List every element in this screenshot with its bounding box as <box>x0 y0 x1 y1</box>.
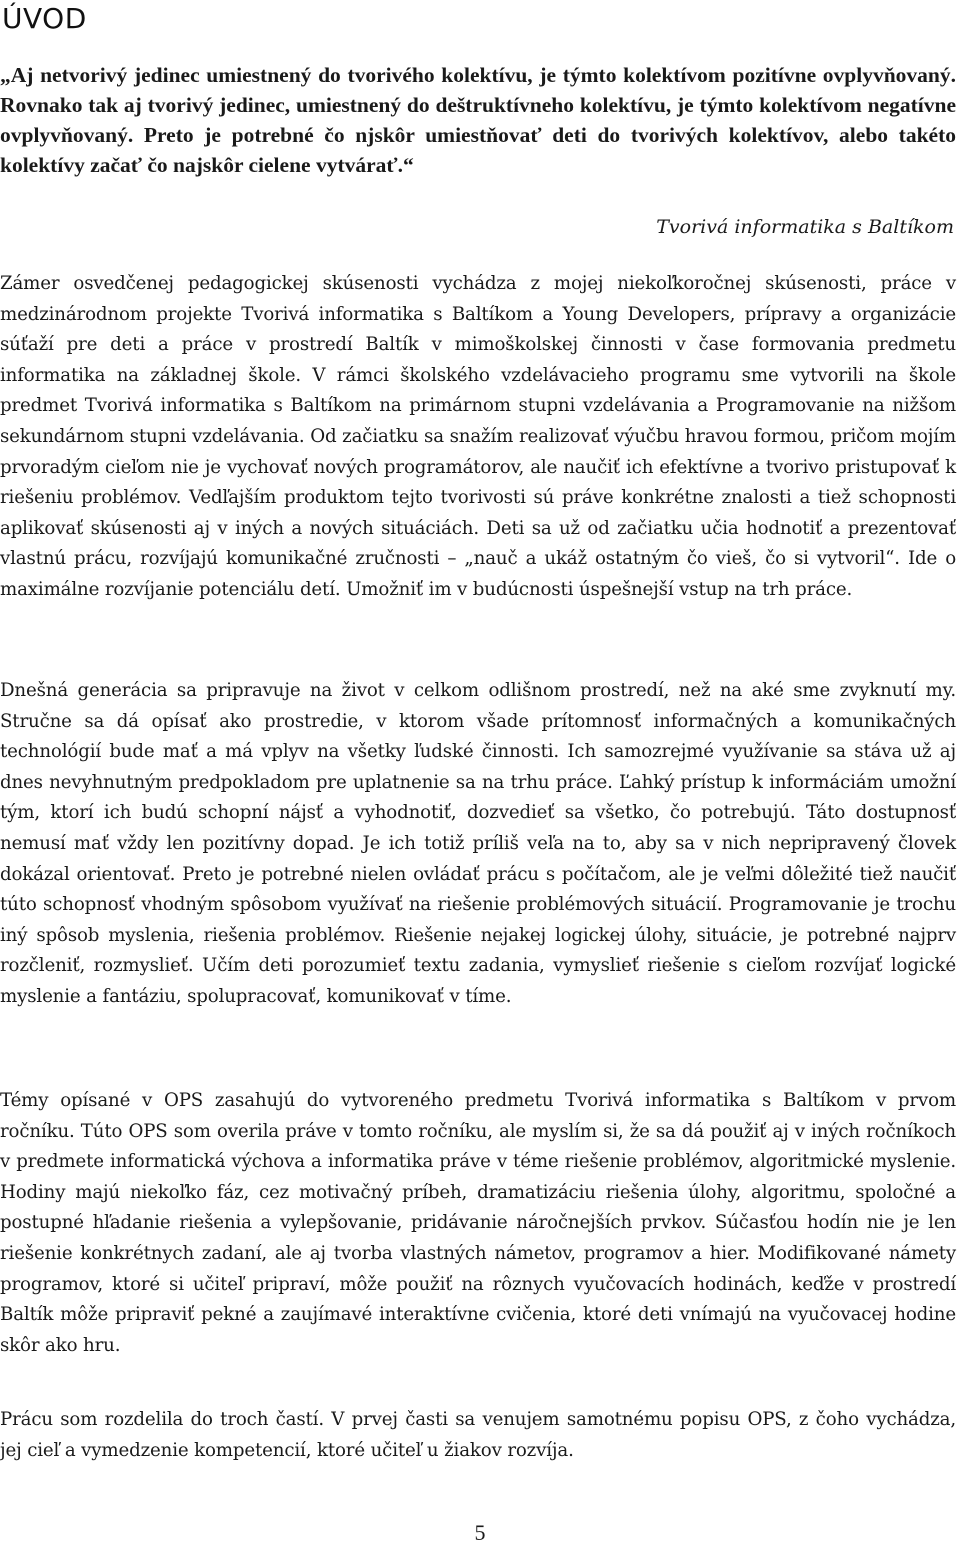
paragraph-3: Témy opísané v OPS zasahujú do vytvoreného predmetu Tvorivá informatika s Baltíkom v prvom ročníku. Túto OPS som overila práve v tomto ročníku, ale myslím si, že sa dá použiť aj v iných ročníkoch v predmete informatická výchova a informatika práve v téme riešenie problémov, algoritmické myslenie. Hodiny majú niekoľko fáz, cez motivačný príbeh, dramatizáciu riešenia úlohy, algoritmu, spoločné a postupné hľadanie riešenia a vylepšovanie, pridávanie náročnejších prvkov. Súčasťou hodín nie je len riešenie konkrétnych zadaní, ale aj tvorba vlastných námetov, programov a hier. Modifikované námety programov, ktoré si učiteľ pripraví, môže použiť na rôznych vyučovacích hodinách, keďže v prostredí Baltík môže pripraviť pekné a zaujímavé interaktívne cvičenia, ktoré deti vnímajú na vyučovacej hodine skôr ako hru. <box>0 1090 956 1356</box>
page-heading: ÚVOD <box>2 2 87 35</box>
paragraph-4: Prácu som rozdelila do troch častí. V prvej časti sa venujem samotnému popisu OPS, z čoho vychádza, jej cieľ a vymedzenie kompetencií, ktoré učiteľ u žiakov rozvíja. <box>0 1409 956 1461</box>
page-number: 5 <box>474 1520 486 1545</box>
motto-attribution: Tvorivá informatika s Baltíkom <box>656 216 954 238</box>
paragraph-1: Zámer osvedčenej pedagogickej skúsenosti vychádza z mojej niekoľkoročnej skúsenosti, práce v medzinárodnom projekte Tvorivá informatika s Baltíkom a Young Developers, prípravy a organizácie súťaží pre deti a práce v prostredí Baltík v mimoškolskej činnosti v čase formovania predmetu informatika na základnej škole. V rámci školského vzdelávacieho programu sme vytvorili na škole predmet Tvorivá informatika s Baltíkom na primárnom stupni vzdelávania a Programovanie na nižšom sekundárnom stupni vzdelávania. Od začiatku sa snažím realizovať výučbu hravou formou, pričom mojím prvoradým cieľom nie je vychovať nových programátorov, ale naučiť ich efektívne a tvorivo pristupovať k riešeniu problémov. Vedľajším produktom tejto tvorivosti sú práve konkrétne znalosti a tiež schopnosti aplikovať skúsenosti aj v iných a nových situáciách. Deti sa už od začiatku učia hodnotiť a prezentovať vlastnú prácu, rozvíjajú komunikačné zručnosti – „nauč a ukáž ostatným čo vieš, čo si vytvoril“. Ide o maximálne rozvíjanie potenciálu detí. Umožniť im v budúcnosti úspešnejší vstup na trh práce. <box>0 273 956 600</box>
paragraph-2: Dnešná generácia sa pripravuje na život v celkom odlišnom prostredí, než na aké sme zvyknutí my. Stručne sa dá opísať ako prostredie, v ktorom všade prítomnosť informačných a komunikačných technológií bude mať a má vplyv na všetky ľudské činnosti. Ich samozrejmé využívanie sa stáva už aj dnes nevyhnutným predpokladom pre uplatnenie sa na trhu práce. Ľahký prístup k informáciám umožní tým, ktorí ich budú schopní nájsť a vyhodnotiť, dozvedieť sa všetko, čo potrebujú. Táto dostupnosť nemusí mať vždy len pozitívny dopad. Je ich totiž príliš veľa na to, aby sa v nich nepripravený človek dokázal orientovať. Preto je potrebné nielen ovládať prácu s počítačom, ale je veľmi dôležité tiež naučiť túto schopnosť vhodným spôsobom využívať na riešenie problémových situácií. Programovanie je trochu iný spôsob myslenia, riešenia problémov. Riešenie nejakej logickej úlohy, situácie, je potrebné najprv rozčleniť, rozmyslieť. Učím deti porozumieť textu zadania, vymyslieť riešenie s cieľom rozvíjať logické myslenie a fantáziu, spolupracovať, komunikovať v tíme. <box>0 680 956 1007</box>
motto-quote: „Aj netvorivý jedinec umiestnený do tvorivého kolektívu, je týmto kolektívom pozitívne ovplyvňovaný. Rovnako tak aj tvorivý jedinec, umiestnený do deštruktívneho kolektívu, je týmto kolektívom negatívne ovplyvňovaný. Preto je potrebné čo njskôr umiestňovať deti do tvorivých kolektívov, alebo takéto kolektívy začať čo najskôr cielene vytvárať.“ <box>0 63 956 177</box>
